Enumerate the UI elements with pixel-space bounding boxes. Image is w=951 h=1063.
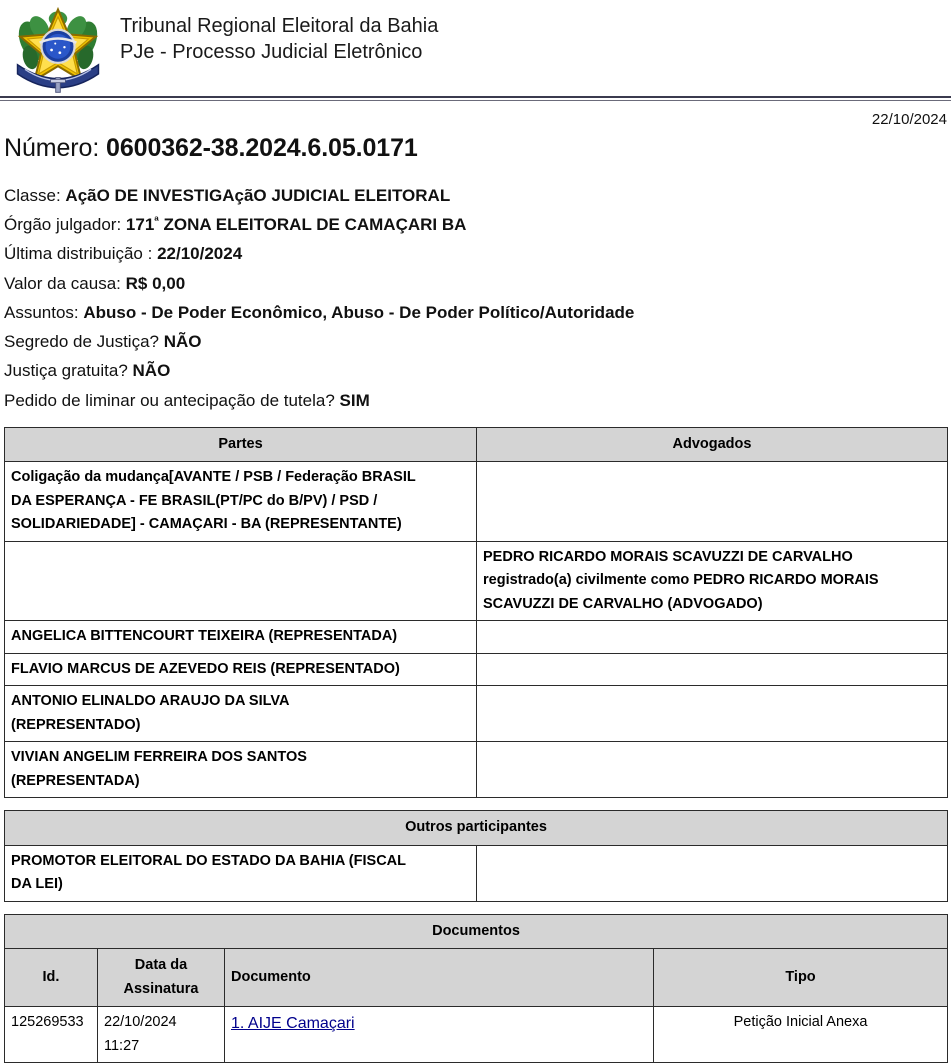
- advogado-name-cell: [477, 686, 948, 742]
- case-number-label: Número:: [4, 134, 100, 162]
- parte-name-cell-line: DA ESPERANÇA - FE BRASIL(PT/PC do B/PV) / PSD /: [11, 492, 378, 509]
- parte-name-cell-line: ANTONIO ELINALDO ARAUJO DA SILVA: [11, 693, 290, 710]
- column-header-documento: Documento: [225, 949, 654, 1007]
- document-header: [0, 0, 951, 96]
- table-row: [5, 541, 948, 620]
- parte-name-cell-line: SOLIDARIEDADE] - CAMAÇARI - BA (REPRESENTANTE): [11, 516, 402, 533]
- parte-name-cell-line: (REPRESENTADA): [11, 772, 140, 789]
- advogado-name-cell: [477, 742, 948, 798]
- parte-name-cell: [5, 686, 477, 742]
- column-header-advogados: Advogados: [477, 427, 948, 461]
- advogado-name-cell-line: SCAVUZZI DE CARVALHO (ADVOGADO): [483, 595, 763, 612]
- outros-header-row: [5, 811, 948, 845]
- outros-participantes-table: [4, 810, 948, 901]
- advogado-name-cell: [477, 541, 948, 620]
- liminar-label: Pedido de liminar ou antecipação de tutela?: [4, 390, 335, 410]
- parte-name-cell: [5, 541, 477, 620]
- column-header-id: Id.: [5, 949, 98, 1007]
- field-justica-gratuita: [4, 356, 951, 385]
- parte-name-cell: [5, 462, 477, 541]
- table-row: [5, 686, 948, 742]
- orgao-number: 171: [125, 215, 155, 235]
- column-header-partes: Partes: [5, 427, 477, 461]
- table-row: [5, 621, 948, 653]
- distribuicao-value: 22/10/2024: [157, 244, 243, 264]
- partes-table: [4, 427, 948, 798]
- case-number-value: 0600362-38.2024.6.05.0171: [106, 134, 418, 162]
- table-row: [5, 1007, 948, 1063]
- documentos-section-header-row: [5, 914, 948, 948]
- advogado-name-cell-line: registrado(a) civilmente como PEDRO RICARDO MORAIS: [483, 572, 879, 589]
- document-id-cell: 125269533: [5, 1007, 98, 1063]
- document-date-cell-line: 11:27: [104, 1037, 140, 1054]
- brazil-coat-of-arms-icon: [12, 4, 104, 96]
- system-name: PJe - Processo Judicial Eletrônico: [120, 40, 423, 63]
- parte-name-cell: [5, 621, 477, 653]
- field-valor-causa: [4, 269, 951, 298]
- gratuita-label: Justiça gratuita?: [4, 361, 128, 381]
- valor-value: R$ 0,00: [125, 273, 186, 293]
- field-ultima-distribuicao: [4, 239, 951, 268]
- outro-advogado-cell: [477, 845, 948, 901]
- advogado-name-cell: [477, 462, 948, 541]
- table-row: [5, 653, 948, 685]
- data-header-line2: Assinatura: [123, 980, 199, 997]
- document-name-cell: [225, 1007, 654, 1063]
- outro-participante-cell-line: PROMOTOR ELEITORAL DO ESTADO DA BAHIA (FISCAL: [11, 852, 406, 869]
- data-header-line1: Data da: [134, 957, 188, 974]
- advogado-name-cell: [477, 653, 948, 685]
- orgao-rest: ZONA ELEITORAL DE CAMAÇARI BA: [158, 215, 467, 235]
- advogado-name-cell-line: PEDRO RICARDO MORAIS SCAVUZZI DE CARVALHO: [483, 548, 853, 565]
- column-header-data-assinatura: [98, 949, 225, 1007]
- documentos-table: [4, 914, 948, 1063]
- document-link[interactable]: 1. AIJE Camaçari: [231, 1015, 355, 1033]
- parte-name-cell: [5, 742, 477, 798]
- orgao-label: Órgão julgador:: [4, 215, 122, 235]
- spacer-before-documentos: [0, 902, 951, 914]
- case-number: [0, 128, 951, 163]
- case-metadata: [0, 163, 951, 415]
- outro-participante-cell-line: DA LEI): [11, 876, 63, 893]
- column-header-outros-participantes: Outros participantes: [5, 811, 948, 845]
- document-type-cell: Petição Inicial Anexa: [654, 1007, 948, 1063]
- valor-label: Valor da causa:: [4, 273, 121, 293]
- field-orgao-julgador: [4, 210, 951, 239]
- liminar-value: SIM: [339, 390, 370, 410]
- parte-name-cell-line: FLAVIO MARCUS DE AZEVEDO REIS (REPRESENTADO): [11, 660, 400, 677]
- field-segredo-justica: [4, 327, 951, 356]
- assuntos-label: Assuntos:: [4, 302, 79, 322]
- header-titles: [120, 4, 438, 65]
- field-pedido-liminar: [4, 386, 951, 415]
- field-classe: [4, 181, 951, 210]
- document-date: 22/10/2024: [871, 111, 947, 128]
- orgao-ordinal: ª: [154, 214, 159, 229]
- column-header-tipo: Tipo: [654, 949, 948, 1007]
- parte-name-cell-line: VIVIAN ANGELIM FERREIRA DOS SANTOS: [11, 749, 307, 766]
- section-header-documentos: Documentos: [5, 914, 948, 948]
- classe-label: Classe:: [4, 186, 61, 205]
- documentos-column-header-row: [5, 949, 948, 1007]
- spacer-before-partes: [0, 415, 951, 427]
- orgao-value: [126, 215, 466, 234]
- assuntos-value: Abuso - De Poder Econômico, Abuso - De Poder Político/Autoridade: [83, 302, 635, 322]
- outro-participante-cell: [5, 845, 477, 901]
- advogado-name-cell: [477, 621, 948, 653]
- parte-name-cell: [5, 653, 477, 685]
- gratuita-value: NÃO: [132, 361, 171, 381]
- partes-header-row: [5, 427, 948, 461]
- distribuicao-label: Última distribuição :: [4, 244, 153, 264]
- field-assuntos: [4, 298, 951, 327]
- table-row: [5, 742, 948, 798]
- document-date-cell-line: 22/10/2024: [104, 1014, 177, 1031]
- table-row: [5, 845, 948, 901]
- court-name: Tribunal Regional Eleitoral da Bahia: [120, 15, 439, 37]
- parte-name-cell-line: (REPRESENTADO): [11, 716, 141, 733]
- segredo-label: Segredo de Justiça?: [4, 332, 159, 352]
- parte-name-cell-line: ANGELICA BITTENCOURT TEIXEIRA (REPRESENTADA): [11, 628, 398, 645]
- table-row: [5, 462, 948, 541]
- parte-name-cell-line: Coligação da mudança[AVANTE / PSB / Federação BRASIL: [11, 469, 416, 486]
- classe-value: AçãO DE INVESTIGAçãO JUDICIAL ELEITORAL: [65, 186, 451, 205]
- spacer-before-outros: [0, 798, 951, 810]
- document-date-cell: [98, 1007, 225, 1063]
- segredo-value: NÃO: [163, 332, 202, 352]
